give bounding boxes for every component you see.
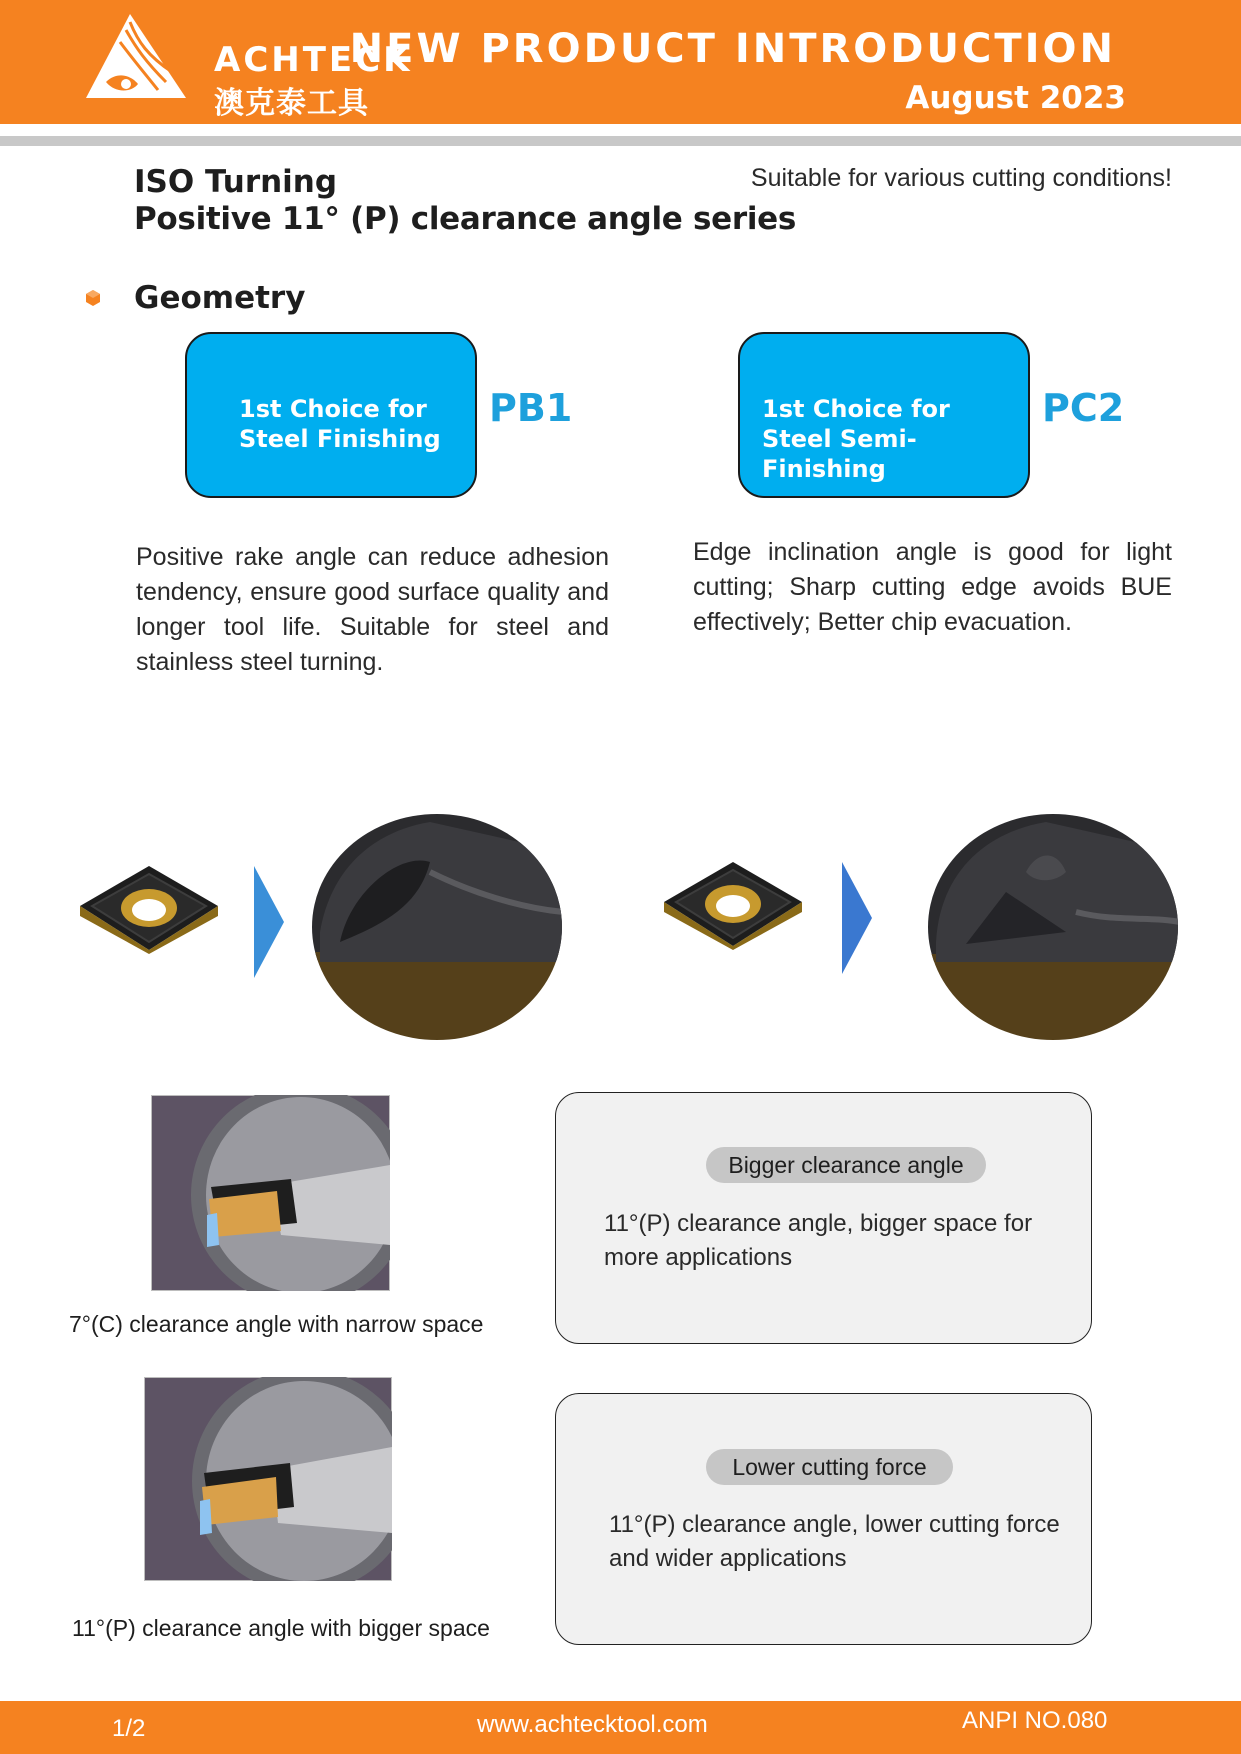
feature-description: 11°(P) clearance angle, bigger space for more applications <box>604 1210 1033 1271</box>
pc2-closeup-image <box>926 812 1180 1042</box>
feature-title-pill: Lower cutting force <box>706 1449 953 1485</box>
header-divider <box>0 136 1241 146</box>
bullet-hexagon-icon <box>86 290 100 306</box>
pc2-insert-image <box>662 862 804 950</box>
header-bar <box>0 0 1241 124</box>
arrow-right-icon <box>842 862 872 974</box>
document-title: NEW PRODUCT INTRODUCTION <box>349 26 1116 72</box>
feature-box-bigger-clearance <box>555 1092 1092 1344</box>
c-clearance-caption: 7°(C) clearance angle with narrow space <box>69 1311 484 1337</box>
choice-line2: Steel Finishing <box>239 425 441 453</box>
choice-line1: 1st Choice for <box>239 395 427 423</box>
pb1-insert-image <box>78 866 220 954</box>
website-link[interactable]: www.achtecktool.com <box>477 1711 708 1738</box>
choice-box-pb1 <box>185 332 477 498</box>
section-heading-geometry: Geometry <box>134 280 306 316</box>
feature-box-lower-cutting-force <box>555 1393 1092 1645</box>
brand-name-chinese: 澳克泰工具 <box>214 86 369 121</box>
choice-line1: 1st Choice for <box>762 395 950 423</box>
document-date: August 2023 <box>905 80 1126 116</box>
achteck-logo-icon <box>86 12 206 112</box>
tagline: Suitable for various cutting conditions! <box>750 164 1172 192</box>
pb1-description: Positive rake angle can reduce adhesion tendency, ensure good surface quality and longer tool life. Suitable for steel and stainless steel turning. <box>136 543 609 676</box>
choice-line2: Steel Semi-Finishing <box>762 425 917 483</box>
page-number: 1/2 <box>112 1715 146 1742</box>
brand-name: ACHTECK <box>214 40 413 80</box>
series-title-line2: Positive 11° (P) clearance angle series <box>134 201 797 237</box>
footer-bar <box>0 1701 1241 1754</box>
geometry-code-pb1: PB1 <box>489 386 573 430</box>
geometry-code-pc2: PC2 <box>1042 386 1125 430</box>
series-title-line1: ISO Turning <box>134 164 338 200</box>
choice-box-pc2 <box>738 332 1030 498</box>
document-number: ANPI NO.080 <box>962 1707 1108 1734</box>
pb1-closeup-image <box>310 812 564 1042</box>
brand-logo[interactable] <box>86 12 413 121</box>
p-clearance-caption: 11°(P) clearance angle with bigger space <box>72 1615 490 1641</box>
feature-title-pill: Bigger clearance angle <box>706 1147 986 1183</box>
c-clearance-image <box>151 1095 390 1291</box>
p-clearance-image <box>144 1377 392 1581</box>
pc2-description: Edge inclination angle is good for light cutting; Sharp cutting edge avoids BUE effectively; Better chip evacuation. <box>693 538 1172 636</box>
arrow-right-icon <box>254 866 284 978</box>
feature-description: 11°(P) clearance angle, lower cutting force and wider applications <box>609 1511 1060 1572</box>
